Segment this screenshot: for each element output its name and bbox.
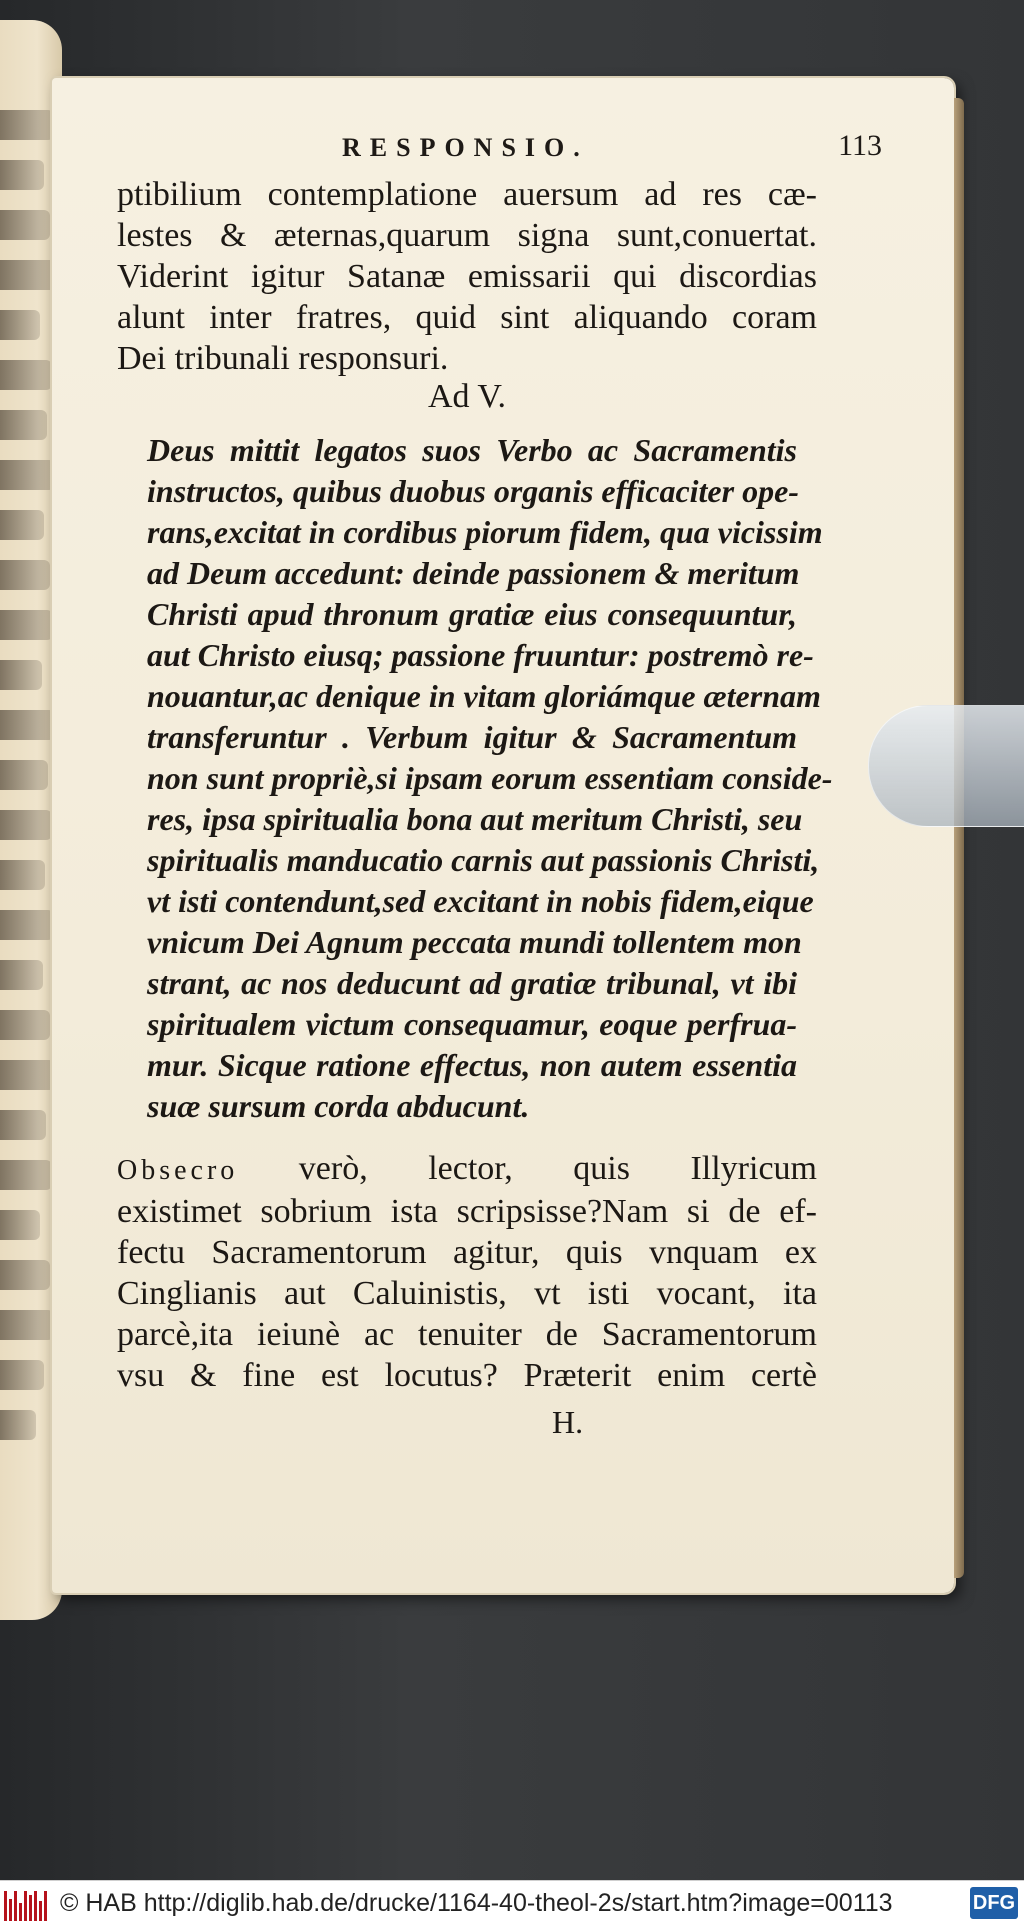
text-line: Deus mittit legatos suos Verbo ac Sacramentis bbox=[147, 432, 797, 468]
paragraph-2 bbox=[117, 1148, 817, 1396]
text-line: spiritualis manducatio carnis aut passionis Christi, bbox=[147, 842, 820, 878]
hab-logo-icon bbox=[4, 1887, 50, 1921]
text-line: Christi apud thronum gratiæ eius consequuntur, bbox=[147, 596, 797, 632]
text-line: fectu Sacramentorum agitur, quis vnquam ex bbox=[117, 1234, 817, 1271]
page-edge bbox=[954, 98, 964, 1578]
text-line: vt isti contendunt,sed excitant in nobis fidem,eique bbox=[147, 883, 814, 919]
catchword: H. bbox=[552, 1404, 584, 1440]
text-line: alunt inter fratres, quid sint aliquando coram bbox=[117, 299, 817, 336]
text-line: vsu & fine est locutus? Præterit enim certè bbox=[117, 1357, 817, 1394]
text-line: lestes & æternas,quarum signa sunt,conuertat. bbox=[117, 217, 817, 254]
text-line: res, ipsa spiritualia bona aut meritum Christi, seu bbox=[147, 801, 803, 837]
text-line: suæ sursum corda abducunt. bbox=[147, 1088, 530, 1124]
text-line: existimet sobrium ista scripsisse?Nam si de ef- bbox=[117, 1193, 817, 1230]
text-line: nouantur,ac denique in vitam gloriámque æternam bbox=[147, 678, 821, 714]
text-line: aut Christo eiusq; passione fruuntur: postremò re- bbox=[147, 637, 814, 673]
text-line: strant, ac nos deducunt ad gratiæ tribunal, vt ibi bbox=[147, 965, 797, 1001]
text-line: instructos, quibus duobus organis efficaciter ope- bbox=[147, 473, 799, 509]
text-line bbox=[117, 1148, 817, 1191]
text-line: Dei tribunali responsuri. bbox=[117, 340, 449, 377]
text-line: vnicum Dei Agnum peccata mundi tollentem mon bbox=[147, 924, 802, 960]
text-line: Viderint igitur Satanæ emissarii qui discordias bbox=[117, 258, 817, 295]
text-line: ad Deum accedunt: deinde passionem & meritum bbox=[147, 555, 800, 591]
dfg-logo-icon: DFG bbox=[970, 1887, 1018, 1919]
page-number: 113 bbox=[838, 129, 882, 162]
text-line: mur. Sicque ratione effectus, non autem essentia bbox=[147, 1047, 797, 1083]
text-fragment: verò, lector, quis Illyricum bbox=[238, 1150, 817, 1187]
section-heading: Ad V. bbox=[427, 378, 507, 415]
book-page bbox=[52, 78, 954, 1593]
glass-weight bbox=[868, 705, 1024, 827]
text-line: ptibilium contemplatione auersum ad res cæ- bbox=[117, 176, 817, 213]
attribution-link[interactable]: © HAB http://diglib.hab.de/drucke/1164-40-theol-2s/start.htm?image=00113 bbox=[60, 1889, 893, 1917]
paragraph-1 bbox=[117, 174, 817, 379]
text-line: parcè,ita ieiunè ac tenuiter de Sacramentorum bbox=[117, 1316, 817, 1353]
text-line: transferuntur . Verbum igitur & Sacramentum bbox=[147, 719, 797, 755]
italic-paragraph bbox=[147, 430, 833, 1127]
text-line: non sunt propriè,si ipsam eorum essentiam conside- bbox=[147, 760, 833, 796]
lead-word: Obsecro bbox=[117, 1155, 239, 1186]
attribution-footer bbox=[0, 1880, 1024, 1925]
page-header bbox=[292, 129, 882, 173]
text-line: spiritualem victum consequamur, eoque perfrua- bbox=[147, 1006, 797, 1042]
text-line: rans,excitat in cordibus piorum fidem, qua vicissim bbox=[147, 514, 823, 550]
running-head: RESPONSIO. bbox=[342, 133, 589, 162]
text-line: Cinglianis aut Caluinistis, vt isti vocant, ita bbox=[117, 1275, 817, 1312]
